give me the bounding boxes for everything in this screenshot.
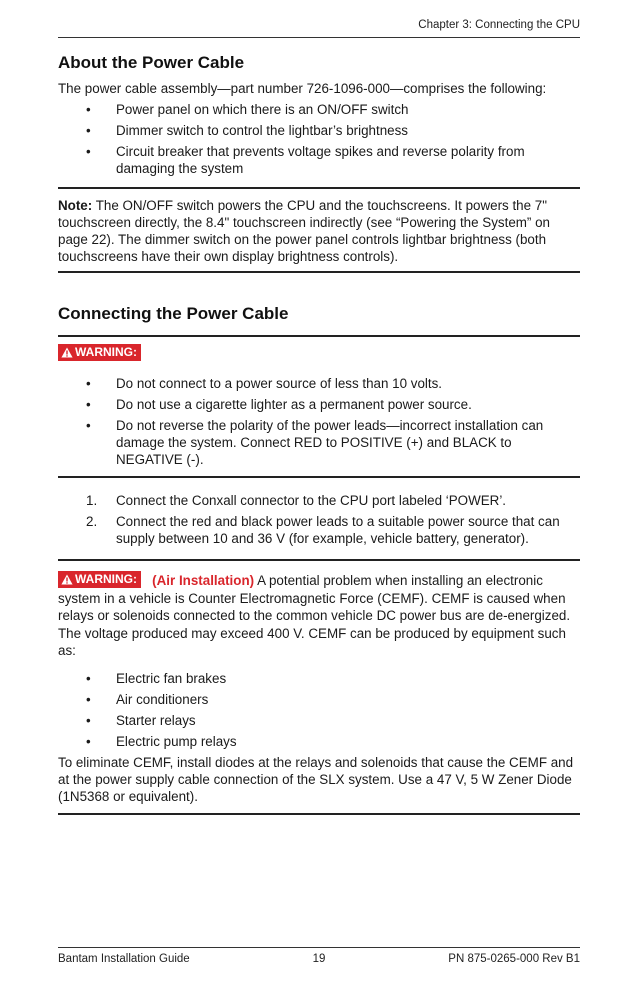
note-box xyxy=(58,187,580,271)
bullet-marker: • xyxy=(86,144,91,159)
warning-box xyxy=(58,335,580,476)
cemf-warning-paragraph xyxy=(58,571,580,660)
cemf-equipment-list xyxy=(58,670,580,750)
list-item: • Do not reverse the polarity of the power leads—incorrect installation can damage the system. Connect RED to POSITIVE (+) and BLACK to NEGATIVE (-). xyxy=(86,418,544,467)
page-content xyxy=(58,52,580,815)
list-item: • Do not connect to a power source of less than 10 volts. xyxy=(86,376,443,391)
list-item: • Electric pump relays xyxy=(86,733,237,749)
step-number: 1. xyxy=(86,493,98,508)
cemf-warning-text: A potential problem when installing an electronic system in a vehicle is Counter Electromagnetic Force (CEMF). CEMF is caused when relays or solenoids connected to the common vehicle DC power bus are de-energized. The voltage produced may exceed 400 V. CEMF can be produced by equipment such as: xyxy=(58,573,571,658)
step-number: 2. xyxy=(86,514,98,529)
list-item: • Do not use a cigarette lighter as a permanent power source. xyxy=(86,397,472,412)
bullet-marker: • xyxy=(86,376,91,391)
warning-bottom-rule xyxy=(58,476,580,478)
warning-list xyxy=(58,375,580,468)
note-bottom-rule xyxy=(58,271,580,273)
cemf-closing-paragraph: To eliminate CEMF, install diodes at the relays and solenoids that cause the CEMF and at the power supply cable connection of the SLX system. Use a 47 V, 5 W Zener Diode (1N5368 or equivalent). xyxy=(58,754,574,804)
step-list xyxy=(58,492,580,547)
footer-rule xyxy=(58,947,580,948)
section-title-about-power-cable: About the Power Cable xyxy=(58,53,245,72)
list-item: • Dimmer switch to control the lightbar’s brightness xyxy=(86,123,408,138)
section-connecting xyxy=(58,303,580,815)
warning-label: WARNING: xyxy=(75,572,137,586)
air-installation-label: (Air Installation) xyxy=(152,573,255,588)
bullet-marker: • xyxy=(86,670,91,686)
note-label: Note: xyxy=(58,198,93,213)
list-item: • Circuit breaker that prevents voltage spikes and reverse polarity from damaging the system xyxy=(86,144,525,176)
list-item: • Starter relays xyxy=(86,712,196,728)
component-list xyxy=(58,101,580,177)
section-title-connecting-power-cable: Connecting the Power Cable xyxy=(58,304,289,323)
bullet-marker: • xyxy=(86,397,91,412)
warning-label: WARNING: xyxy=(75,345,137,359)
cemf-bottom-rule xyxy=(58,813,580,815)
warning-triangle-icon xyxy=(61,347,73,358)
cemf-warning-box xyxy=(58,559,580,813)
warning-badge xyxy=(58,571,141,588)
footer-guide-title: Bantam Installation Guide xyxy=(58,953,190,965)
bullet-marker: • xyxy=(86,123,91,138)
note-paragraph xyxy=(58,197,580,265)
step-item: 2. Connect the red and black power leads to a suitable power source that can supply between 10 and 36 V (for example, vehicle battery, generator). xyxy=(86,514,560,546)
steps-section xyxy=(58,492,580,547)
bullet-marker: • xyxy=(86,712,91,728)
section-intro: The power cable assembly—part number 726-1096-000—comprises the following: xyxy=(58,81,547,96)
running-header: Chapter 3: Connecting the CPU xyxy=(418,19,580,31)
list-item: • Electric fan brakes xyxy=(86,670,227,686)
list-item: • Power panel on which there is an ON/OFF switch xyxy=(86,102,409,117)
step-item: 1. Connect the Conxall connector to the CPU port labeled ‘POWER’. xyxy=(86,493,507,508)
warning-triangle-icon xyxy=(61,574,73,585)
header-rule xyxy=(58,37,580,38)
list-item: • Air conditioners xyxy=(86,691,209,707)
page-number: 19 xyxy=(312,953,326,965)
bullet-marker: • xyxy=(86,418,91,433)
bullet-marker: • xyxy=(86,102,91,117)
note-text: The ON/OFF switch powers the CPU and the touchscreens. It powers the 7" touchscreen directly, the 8.4" touchscreen indirectly (see “Powering the System” on page 22). The dimmer switch on the power panel controls lightbar brightness (both touchscreens have their own display brightness controls). xyxy=(58,198,551,264)
footer-part-number: PN 875-0265-000 Rev B1 xyxy=(448,953,580,965)
bullet-marker: • xyxy=(86,733,91,749)
bullet-marker: • xyxy=(86,691,91,707)
warning-badge xyxy=(58,344,141,361)
